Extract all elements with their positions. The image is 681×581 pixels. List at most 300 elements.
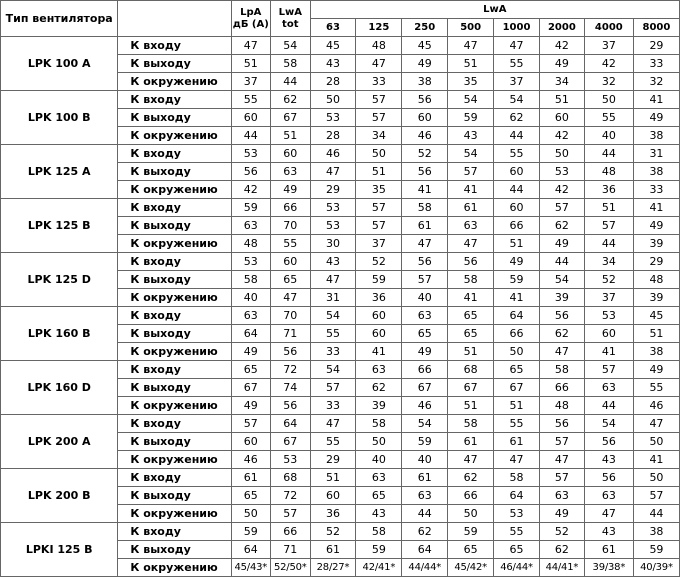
lwa-band-value-cell: 45 xyxy=(402,37,448,55)
lwa-band-value-cell: 53 xyxy=(584,307,633,325)
header-freq-8000: 8000 xyxy=(633,19,679,37)
lwa-band-value-cell: 50 xyxy=(584,91,633,109)
lwa-band-value-cell: 59 xyxy=(356,541,402,559)
lpa-value-cell: 50 xyxy=(231,505,270,523)
lwa-band-value-cell: 52 xyxy=(356,253,402,271)
lwa-band-value-cell: 61 xyxy=(402,217,448,235)
direction-cell: К окружению xyxy=(118,559,231,577)
lwa-band-value-cell: 42 xyxy=(539,127,584,145)
lwa-band-value-cell: 58 xyxy=(539,361,584,379)
lpa-value-cell: 37 xyxy=(231,73,270,91)
lwa-band-value-cell: 50 xyxy=(633,469,679,487)
lwa-band-value-cell: 57 xyxy=(584,217,633,235)
lwa-band-value-cell: 55 xyxy=(494,415,540,433)
lwa-band-value-cell: 33 xyxy=(356,73,402,91)
direction-cell: К окружению xyxy=(118,235,231,253)
lwa-band-value-cell: 34 xyxy=(539,73,584,91)
direction-cell: К входу xyxy=(118,415,231,433)
lwa-band-value-cell: 55 xyxy=(310,433,356,451)
lwa-band-value-cell: 66 xyxy=(494,325,540,343)
direction-cell: К входу xyxy=(118,199,231,217)
lwa-tot-value-cell: 49 xyxy=(271,181,310,199)
lwa-band-value-cell: 47 xyxy=(402,235,448,253)
lwa-band-value-cell: 59 xyxy=(494,271,540,289)
lwa-band-value-cell: 36 xyxy=(356,289,402,307)
lwa-band-value-cell: 57 xyxy=(310,379,356,397)
lpa-value-cell: 55 xyxy=(231,91,270,109)
fan-type-cell: LPK 125 D xyxy=(1,253,118,307)
lwa-band-value-cell: 40/39* xyxy=(633,559,679,577)
lwa-band-value-cell: 56 xyxy=(584,433,633,451)
lpa-value-cell: 49 xyxy=(231,397,270,415)
lwa-band-value-cell: 59 xyxy=(356,271,402,289)
lwa-band-value-cell: 47 xyxy=(310,163,356,181)
lwa-band-value-cell: 60 xyxy=(356,307,402,325)
lwa-band-value-cell: 46 xyxy=(402,397,448,415)
lwa-band-value-cell: 45 xyxy=(310,37,356,55)
lwa-band-value-cell: 42 xyxy=(584,55,633,73)
lwa-band-value-cell: 44 xyxy=(539,253,584,271)
lwa-band-value-cell: 61 xyxy=(448,433,494,451)
lwa-band-value-cell: 37 xyxy=(584,37,633,55)
table-row xyxy=(1,91,680,109)
lwa-band-value-cell: 44 xyxy=(494,127,540,145)
header-freq-250: 250 xyxy=(402,19,448,37)
lwa-band-value-cell: 47 xyxy=(539,343,584,361)
lwa-band-value-cell: 51 xyxy=(310,469,356,487)
lwa-band-value-cell: 40 xyxy=(584,127,633,145)
header-freq-500: 500 xyxy=(448,19,494,37)
lwa-band-value-cell: 65 xyxy=(494,361,540,379)
lwa-band-value-cell: 63 xyxy=(584,379,633,397)
direction-cell: К окружению xyxy=(118,343,231,361)
fan-type-cell: LPK 200 A xyxy=(1,415,118,469)
lwa-band-value-cell: 66 xyxy=(494,217,540,235)
lwa-band-value-cell: 56 xyxy=(402,253,448,271)
lwa-band-value-cell: 60 xyxy=(494,199,540,217)
lwa-band-value-cell: 47 xyxy=(356,55,402,73)
lwa-band-value-cell: 48 xyxy=(356,37,402,55)
lwa-band-value-cell: 66 xyxy=(448,487,494,505)
lwa-band-value-cell: 57 xyxy=(448,163,494,181)
lwa-band-value-cell: 34 xyxy=(356,127,402,145)
lwa-band-value-cell: 60 xyxy=(584,325,633,343)
lwa-tot-value-cell: 51 xyxy=(271,127,310,145)
lwa-band-value-cell: 58 xyxy=(402,199,448,217)
lwa-band-value-cell: 62 xyxy=(539,217,584,235)
lwa-band-value-cell: 47 xyxy=(310,271,356,289)
lwa-band-value-cell: 47 xyxy=(448,37,494,55)
lwa-band-value-cell: 65 xyxy=(448,307,494,325)
table-row xyxy=(1,145,680,163)
lwa-band-value-cell: 54 xyxy=(494,91,540,109)
direction-cell: К окружению xyxy=(118,181,231,199)
lwa-band-value-cell: 31 xyxy=(633,145,679,163)
lwa-band-value-cell: 40 xyxy=(356,451,402,469)
lwa-band-value-cell: 35 xyxy=(448,73,494,91)
header-fan-type: Тип вентилятора xyxy=(1,1,118,37)
lwa-tot-value-cell: 55 xyxy=(271,235,310,253)
lwa-band-value-cell: 62 xyxy=(539,541,584,559)
lwa-band-value-cell: 51 xyxy=(448,397,494,415)
lwa-band-value-cell: 45 xyxy=(633,307,679,325)
fan-type-cell: LPK 125 B xyxy=(1,199,118,253)
lpa-value-cell: 40 xyxy=(231,289,270,307)
direction-cell: К выходу xyxy=(118,379,231,397)
direction-cell: К выходу xyxy=(118,325,231,343)
fan-type-cell: LPK 160 D xyxy=(1,361,118,415)
lwa-band-value-cell: 29 xyxy=(633,253,679,271)
lwa-band-value-cell: 63 xyxy=(402,307,448,325)
lwa-band-value-cell: 63 xyxy=(448,217,494,235)
lwa-band-value-cell: 47 xyxy=(448,235,494,253)
lwa-band-value-cell: 47 xyxy=(310,415,356,433)
lpa-value-cell: 67 xyxy=(231,379,270,397)
lwa-band-value-cell: 49 xyxy=(539,505,584,523)
lpa-value-cell: 47 xyxy=(231,37,270,55)
lwa-band-value-cell: 41 xyxy=(402,181,448,199)
header-freq-1000: 1000 xyxy=(494,19,540,37)
lwa-tot-value-cell: 56 xyxy=(271,343,310,361)
lwa-tot-value-cell: 67 xyxy=(271,433,310,451)
lwa-band-value-cell: 41 xyxy=(494,289,540,307)
lwa-band-value-cell: 57 xyxy=(633,487,679,505)
lwa-band-value-cell: 54 xyxy=(539,271,584,289)
lwa-band-value-cell: 29 xyxy=(310,181,356,199)
direction-cell: К выходу xyxy=(118,55,231,73)
lwa-tot-value-cell: 47 xyxy=(271,289,310,307)
lwa-band-value-cell: 62 xyxy=(356,379,402,397)
lwa-tot-value-cell: 65 xyxy=(271,271,310,289)
lwa-band-value-cell: 29 xyxy=(633,37,679,55)
lwa-tot-value-cell: 70 xyxy=(271,217,310,235)
lwa-band-value-cell: 55 xyxy=(494,523,540,541)
direction-cell: К выходу xyxy=(118,271,231,289)
lwa-band-value-cell: 63 xyxy=(539,487,584,505)
lpa-value-cell: 65 xyxy=(231,487,270,505)
direction-cell: К окружению xyxy=(118,505,231,523)
lpa-value-cell: 59 xyxy=(231,523,270,541)
lwa-band-value-cell: 61 xyxy=(402,469,448,487)
lwa-band-value-cell: 41 xyxy=(448,289,494,307)
lwa-band-value-cell: 49 xyxy=(494,253,540,271)
direction-cell: К окружению xyxy=(118,73,231,91)
header-lwa: LwA xyxy=(310,1,679,19)
table-row xyxy=(1,253,680,271)
lwa-tot-value-cell: 71 xyxy=(271,541,310,559)
lwa-tot-value-cell: 70 xyxy=(271,307,310,325)
lwa-band-value-cell: 48 xyxy=(633,271,679,289)
lwa-band-value-cell: 58 xyxy=(356,415,402,433)
lwa-band-value-cell: 64 xyxy=(494,487,540,505)
direction-cell: К входу xyxy=(118,91,231,109)
lwa-band-value-cell: 43 xyxy=(310,55,356,73)
lwa-tot-value-cell: 56 xyxy=(271,397,310,415)
table-row xyxy=(1,307,680,325)
lwa-tot-value-cell: 66 xyxy=(271,523,310,541)
lwa-band-value-cell: 53 xyxy=(494,505,540,523)
lwa-band-value-cell: 39 xyxy=(356,397,402,415)
direction-cell: К входу xyxy=(118,253,231,271)
lwa-band-value-cell: 39 xyxy=(633,289,679,307)
lwa-band-value-cell: 54 xyxy=(402,415,448,433)
lwa-band-value-cell: 52 xyxy=(310,523,356,541)
lwa-band-value-cell: 35 xyxy=(356,181,402,199)
lwa-band-value-cell: 46/44* xyxy=(494,559,540,577)
lwa-band-value-cell: 58 xyxy=(448,271,494,289)
lwa-band-value-cell: 56 xyxy=(584,469,633,487)
lwa-band-value-cell: 57 xyxy=(356,199,402,217)
lwa-band-value-cell: 58 xyxy=(448,415,494,433)
direction-cell: К окружению xyxy=(118,451,231,469)
lpa-value-cell: 53 xyxy=(231,145,270,163)
lpa-value-cell: 42 xyxy=(231,181,270,199)
lwa-band-value-cell: 67 xyxy=(448,379,494,397)
lwa-tot-value-cell: 44 xyxy=(271,73,310,91)
lpa-value-cell: 44 xyxy=(231,127,270,145)
lwa-band-value-cell: 44/44* xyxy=(402,559,448,577)
lwa-band-value-cell: 41 xyxy=(356,343,402,361)
lwa-band-value-cell: 55 xyxy=(494,55,540,73)
table-row xyxy=(1,415,680,433)
lwa-tot-value-cell: 71 xyxy=(271,325,310,343)
lwa-band-value-cell: 46 xyxy=(633,397,679,415)
header-freq-63: 63 xyxy=(310,19,356,37)
lwa-band-value-cell: 49 xyxy=(633,109,679,127)
lwa-band-value-cell: 57 xyxy=(356,217,402,235)
lwa-band-value-cell: 60 xyxy=(402,109,448,127)
lwa-band-value-cell: 67 xyxy=(402,379,448,397)
lwa-band-value-cell: 43 xyxy=(356,505,402,523)
lwa-band-value-cell: 50 xyxy=(494,343,540,361)
direction-cell: К окружению xyxy=(118,289,231,307)
lwa-tot-value-cell: 67 xyxy=(271,109,310,127)
lwa-band-value-cell: 38 xyxy=(633,343,679,361)
lpa-value-cell: 64 xyxy=(231,325,270,343)
lwa-band-value-cell: 58 xyxy=(356,523,402,541)
lwa-band-value-cell: 44 xyxy=(584,397,633,415)
direction-cell: К выходу xyxy=(118,433,231,451)
lpa-value-cell: 45/43* xyxy=(231,559,270,577)
lwa-band-value-cell: 29 xyxy=(310,451,356,469)
lwa-band-value-cell: 47 xyxy=(448,451,494,469)
table-row xyxy=(1,523,680,541)
lwa-tot-value-cell: 62 xyxy=(271,91,310,109)
lwa-band-value-cell: 28 xyxy=(310,127,356,145)
lwa-band-value-cell: 36 xyxy=(310,505,356,523)
lwa-tot-value-cell: 72 xyxy=(271,487,310,505)
lwa-band-value-cell: 49 xyxy=(633,361,679,379)
lpa-value-cell: 61 xyxy=(231,469,270,487)
lpa-value-cell: 57 xyxy=(231,415,270,433)
lwa-band-value-cell: 44 xyxy=(584,235,633,253)
lwa-band-value-cell: 54 xyxy=(584,415,633,433)
lwa-tot-value-cell: 72 xyxy=(271,361,310,379)
header-freq-2000: 2000 xyxy=(539,19,584,37)
lwa-band-value-cell: 42 xyxy=(539,181,584,199)
lwa-band-value-cell: 62 xyxy=(448,469,494,487)
lwa-band-value-cell: 28 xyxy=(310,73,356,91)
lwa-band-value-cell: 41 xyxy=(633,451,679,469)
direction-cell: К входу xyxy=(118,469,231,487)
lwa-band-value-cell: 46 xyxy=(402,127,448,145)
lwa-band-value-cell: 44 xyxy=(633,505,679,523)
lwa-band-value-cell: 53 xyxy=(310,199,356,217)
lwa-band-value-cell: 55 xyxy=(494,145,540,163)
lwa-band-value-cell: 32 xyxy=(584,73,633,91)
lwa-band-value-cell: 31 xyxy=(310,289,356,307)
lwa-band-value-cell: 64 xyxy=(402,541,448,559)
lwa-band-value-cell: 43 xyxy=(584,523,633,541)
lpa-value-cell: 64 xyxy=(231,541,270,559)
lpa-value-cell: 63 xyxy=(231,307,270,325)
lwa-band-value-cell: 46 xyxy=(310,145,356,163)
lwa-tot-value-cell: 60 xyxy=(271,145,310,163)
lwa-band-value-cell: 43 xyxy=(310,253,356,271)
lwa-band-value-cell: 50 xyxy=(448,505,494,523)
lwa-band-value-cell: 44 xyxy=(494,181,540,199)
direction-cell: К входу xyxy=(118,145,231,163)
lwa-band-value-cell: 47 xyxy=(494,451,540,469)
header-direction-blank xyxy=(118,1,231,37)
lwa-band-value-cell: 50 xyxy=(633,433,679,451)
lwa-band-value-cell: 55 xyxy=(584,109,633,127)
lwa-band-value-cell: 42 xyxy=(539,37,584,55)
lwa-band-value-cell: 49 xyxy=(539,55,584,73)
lwa-band-value-cell: 56 xyxy=(539,307,584,325)
lwa-band-value-cell: 54 xyxy=(310,361,356,379)
lpa-value-cell: 60 xyxy=(231,433,270,451)
lwa-band-value-cell: 65 xyxy=(402,325,448,343)
lwa-band-value-cell: 54 xyxy=(448,91,494,109)
lwa-band-value-cell: 47 xyxy=(633,415,679,433)
lwa-band-value-cell: 34 xyxy=(584,253,633,271)
lwa-band-value-cell: 62 xyxy=(494,109,540,127)
lwa-band-value-cell: 44/41* xyxy=(539,559,584,577)
lwa-band-value-cell: 63 xyxy=(356,469,402,487)
header-lpa: LpA дБ (A) xyxy=(231,1,270,37)
direction-cell: К выходу xyxy=(118,163,231,181)
lwa-band-value-cell: 65 xyxy=(448,325,494,343)
lwa-band-value-cell: 61 xyxy=(448,199,494,217)
lwa-band-value-cell: 63 xyxy=(356,361,402,379)
lwa-band-value-cell: 57 xyxy=(356,109,402,127)
lwa-band-value-cell: 53 xyxy=(310,217,356,235)
direction-cell: К окружению xyxy=(118,397,231,415)
lwa-band-value-cell: 51 xyxy=(494,235,540,253)
lwa-band-value-cell: 59 xyxy=(402,433,448,451)
lwa-band-value-cell: 61 xyxy=(494,433,540,451)
lwa-band-value-cell: 55 xyxy=(633,379,679,397)
lwa-band-value-cell: 51 xyxy=(539,91,584,109)
lwa-band-value-cell: 61 xyxy=(584,541,633,559)
lwa-band-value-cell: 30 xyxy=(310,235,356,253)
lwa-band-value-cell: 51 xyxy=(584,199,633,217)
lwa-band-value-cell: 37 xyxy=(584,289,633,307)
lwa-band-value-cell: 36 xyxy=(584,181,633,199)
lwa-band-value-cell: 41 xyxy=(633,199,679,217)
lwa-band-value-cell: 66 xyxy=(539,379,584,397)
lpa-value-cell: 49 xyxy=(231,343,270,361)
direction-cell: К входу xyxy=(118,523,231,541)
direction-cell: К входу xyxy=(118,37,231,55)
lwa-band-value-cell: 28/27* xyxy=(310,559,356,577)
lwa-band-value-cell: 60 xyxy=(494,163,540,181)
lwa-band-value-cell: 50 xyxy=(539,145,584,163)
lwa-band-value-cell: 37 xyxy=(356,235,402,253)
lwa-band-value-cell: 66 xyxy=(402,361,448,379)
table-row xyxy=(1,361,680,379)
lwa-band-value-cell: 50 xyxy=(356,145,402,163)
lwa-band-value-cell: 47 xyxy=(539,451,584,469)
lwa-band-value-cell: 45/42* xyxy=(448,559,494,577)
lpa-value-cell: 48 xyxy=(231,235,270,253)
lwa-band-value-cell: 47 xyxy=(584,505,633,523)
lwa-band-value-cell: 39 xyxy=(633,235,679,253)
lwa-tot-value-cell: 63 xyxy=(271,163,310,181)
direction-cell: К входу xyxy=(118,361,231,379)
lwa-band-value-cell: 33 xyxy=(633,181,679,199)
lwa-band-value-cell: 56 xyxy=(402,163,448,181)
direction-cell: К выходу xyxy=(118,109,231,127)
lwa-band-value-cell: 41 xyxy=(633,91,679,109)
table-row xyxy=(1,199,680,217)
lwa-tot-value-cell: 53 xyxy=(271,451,310,469)
lwa-band-value-cell: 41 xyxy=(448,181,494,199)
lwa-band-value-cell: 55 xyxy=(310,325,356,343)
lwa-band-value-cell: 43 xyxy=(584,451,633,469)
lwa-band-value-cell: 48 xyxy=(539,397,584,415)
lwa-band-value-cell: 50 xyxy=(356,433,402,451)
lwa-tot-value-cell: 66 xyxy=(271,199,310,217)
lwa-band-value-cell: 57 xyxy=(539,433,584,451)
lwa-band-value-cell: 51 xyxy=(356,163,402,181)
lwa-band-value-cell: 49 xyxy=(539,235,584,253)
lwa-band-value-cell: 43 xyxy=(448,127,494,145)
header-lwa-tot: LwA tot xyxy=(271,1,310,37)
lpa-value-cell: 63 xyxy=(231,217,270,235)
lwa-band-value-cell: 39/38* xyxy=(584,559,633,577)
fan-type-cell: LPK 160 B xyxy=(1,307,118,361)
lwa-band-value-cell: 56 xyxy=(448,253,494,271)
lwa-band-value-cell: 62 xyxy=(539,325,584,343)
lwa-band-value-cell: 32 xyxy=(633,73,679,91)
lwa-band-value-cell: 62 xyxy=(402,523,448,541)
lwa-band-value-cell: 49 xyxy=(402,343,448,361)
lwa-band-value-cell: 57 xyxy=(539,469,584,487)
table-row xyxy=(1,469,680,487)
lwa-band-value-cell: 38 xyxy=(633,163,679,181)
direction-cell: К выходу xyxy=(118,541,231,559)
direction-cell: К окружению xyxy=(118,127,231,145)
fan-type-cell: LPK 125 A xyxy=(1,145,118,199)
lwa-tot-value-cell: 74 xyxy=(271,379,310,397)
lwa-band-value-cell: 38 xyxy=(633,523,679,541)
fan-type-cell: LPKI 125 B xyxy=(1,523,118,577)
lwa-band-value-cell: 50 xyxy=(310,91,356,109)
lwa-band-value-cell: 49 xyxy=(402,55,448,73)
lwa-band-value-cell: 60 xyxy=(310,487,356,505)
lwa-tot-value-cell: 68 xyxy=(271,469,310,487)
lwa-band-value-cell: 51 xyxy=(633,325,679,343)
lwa-band-value-cell: 44 xyxy=(584,145,633,163)
lwa-band-value-cell: 40 xyxy=(402,289,448,307)
lwa-band-value-cell: 52 xyxy=(539,523,584,541)
lwa-band-value-cell: 49 xyxy=(633,217,679,235)
header-freq-4000: 4000 xyxy=(584,19,633,37)
lwa-tot-value-cell: 57 xyxy=(271,505,310,523)
lwa-band-value-cell: 39 xyxy=(539,289,584,307)
